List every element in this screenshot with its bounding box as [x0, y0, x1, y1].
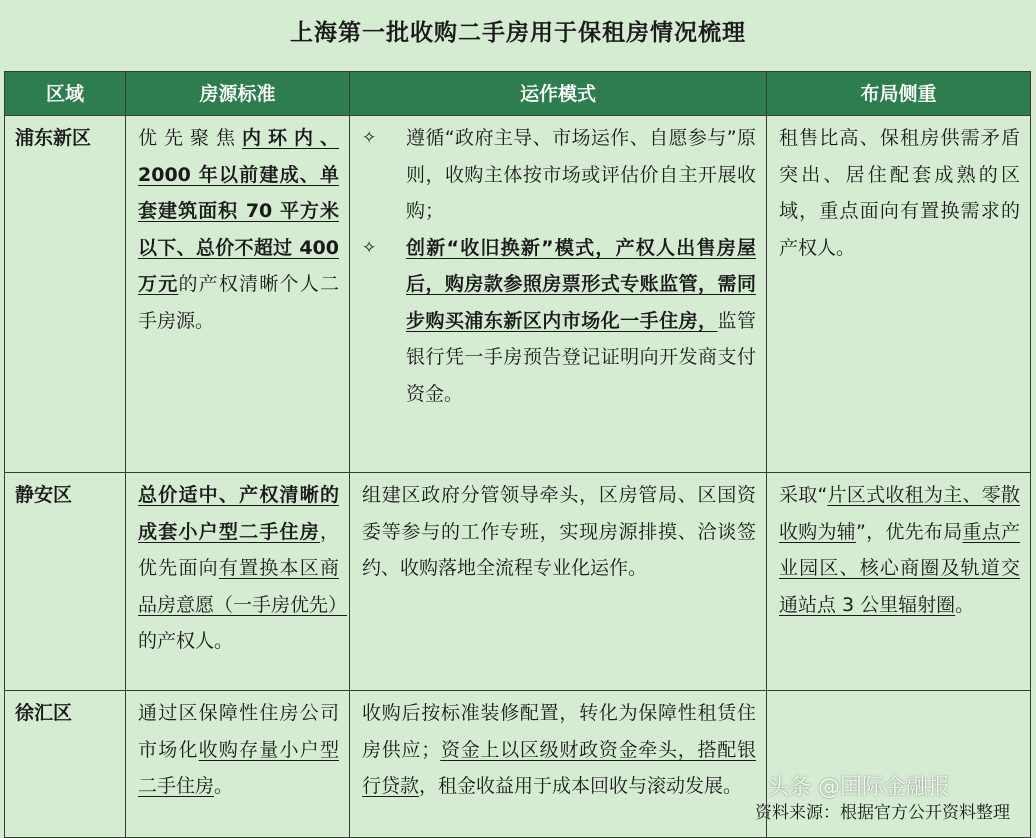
- table-row: [5, 116, 1031, 473]
- diamond-star-icon: ✧: [362, 237, 377, 258]
- standard-text: 优先聚焦: [138, 127, 242, 149]
- focus-text: 采取“: [779, 484, 828, 506]
- diamond-star-icon: ✧: [362, 128, 377, 148]
- mode-highlight: 创新“收旧换新”模式，产权人出售房屋后，购房款参照房票形式专账监管，需同步购买浦东新区内市场化一手住房，: [406, 236, 756, 332]
- mode-cell: [350, 116, 767, 473]
- mode-bullet-item: [358, 120, 756, 230]
- standard-underlined: 有置换本区商品房意愿（一手房优先）: [138, 557, 348, 616]
- watermark: 头条 @国际金融报: [767, 775, 950, 800]
- header-standard: 房源标准: [126, 72, 350, 116]
- region-cell: 静安区: [5, 473, 126, 691]
- standard-text: 通过区保障性住房公司市场化: [138, 702, 339, 761]
- mode-text: 收购后按标准装修配置，转化为保障性租赁住房供应；: [362, 702, 756, 761]
- focus-underlined: 片区式收租为主、零散收购为辅: [779, 484, 1020, 543]
- standard-highlight: 总价适中、产权清晰的成套小户型二手住房: [138, 484, 339, 543]
- region-cell: 徐汇区: [5, 691, 126, 838]
- standard-cell: [126, 116, 350, 473]
- mode-text: 监管银行凭一手房预告登记证明向开发商支付资金。: [406, 309, 756, 405]
- focus-cell: [767, 473, 1031, 691]
- header-focus: 布局侧重: [767, 72, 1031, 116]
- focus-cell: 租售比高、保租房供需矛盾突出、居住配套成熟的区域，重点面向有置换需求的产权人。: [767, 116, 1031, 473]
- mode-cell: 组建区政府分管领导牵头，区房管局、区国资委等参与的工作专班，实现房源排摸、洽谈签约、收购落地全流程专业化运作。: [350, 473, 767, 691]
- header-mode: 运作模式: [350, 72, 767, 116]
- standard-text: 的产权清晰个人二手房源。: [138, 273, 339, 332]
- standard-highlight: 内环内、2000 年以前建成、单套建筑面积 70 平方米以下、总价不超过 400 万元: [138, 127, 339, 295]
- table-header-row: [5, 72, 1031, 116]
- mode-bullet-item: [358, 230, 756, 413]
- page-title: 上海第一批收购二手房用于保租房情况梳理: [290, 20, 746, 46]
- header-region: 区域: [5, 72, 126, 116]
- standard-text: 的产权人。: [138, 630, 234, 652]
- region-cell: 浦东新区: [5, 116, 126, 473]
- mode-underlined: 资金上以区级财政资金牵头，搭配银行贷款: [362, 738, 756, 797]
- mode-cell: [350, 691, 767, 838]
- standard-cell: [126, 473, 350, 691]
- standard-text: 。: [214, 775, 234, 797]
- standard-underlined: 收购存量小户型二手住房: [138, 738, 339, 797]
- source-note: 资料来源：根据官方公开资料整理: [755, 803, 1010, 823]
- mode-text: 遵循“政府主导、市场运作、自愿参与”原则，收购主体按市场或评估价自主开展收购；: [406, 127, 756, 222]
- standard-text: ，优先面向: [138, 520, 339, 579]
- table-row: [5, 473, 1031, 691]
- focus-text: ”，优先布局: [856, 520, 963, 543]
- housing-table: [4, 71, 1031, 838]
- focus-underlined: 重点产业园区、核心商圈及轨道交通站点 3 公里辐射圈: [779, 520, 1020, 616]
- mode-text: ，租金收益用于成本回收与滚动发展。: [419, 775, 743, 797]
- standard-cell: [126, 691, 350, 838]
- focus-text: 。: [955, 593, 975, 616]
